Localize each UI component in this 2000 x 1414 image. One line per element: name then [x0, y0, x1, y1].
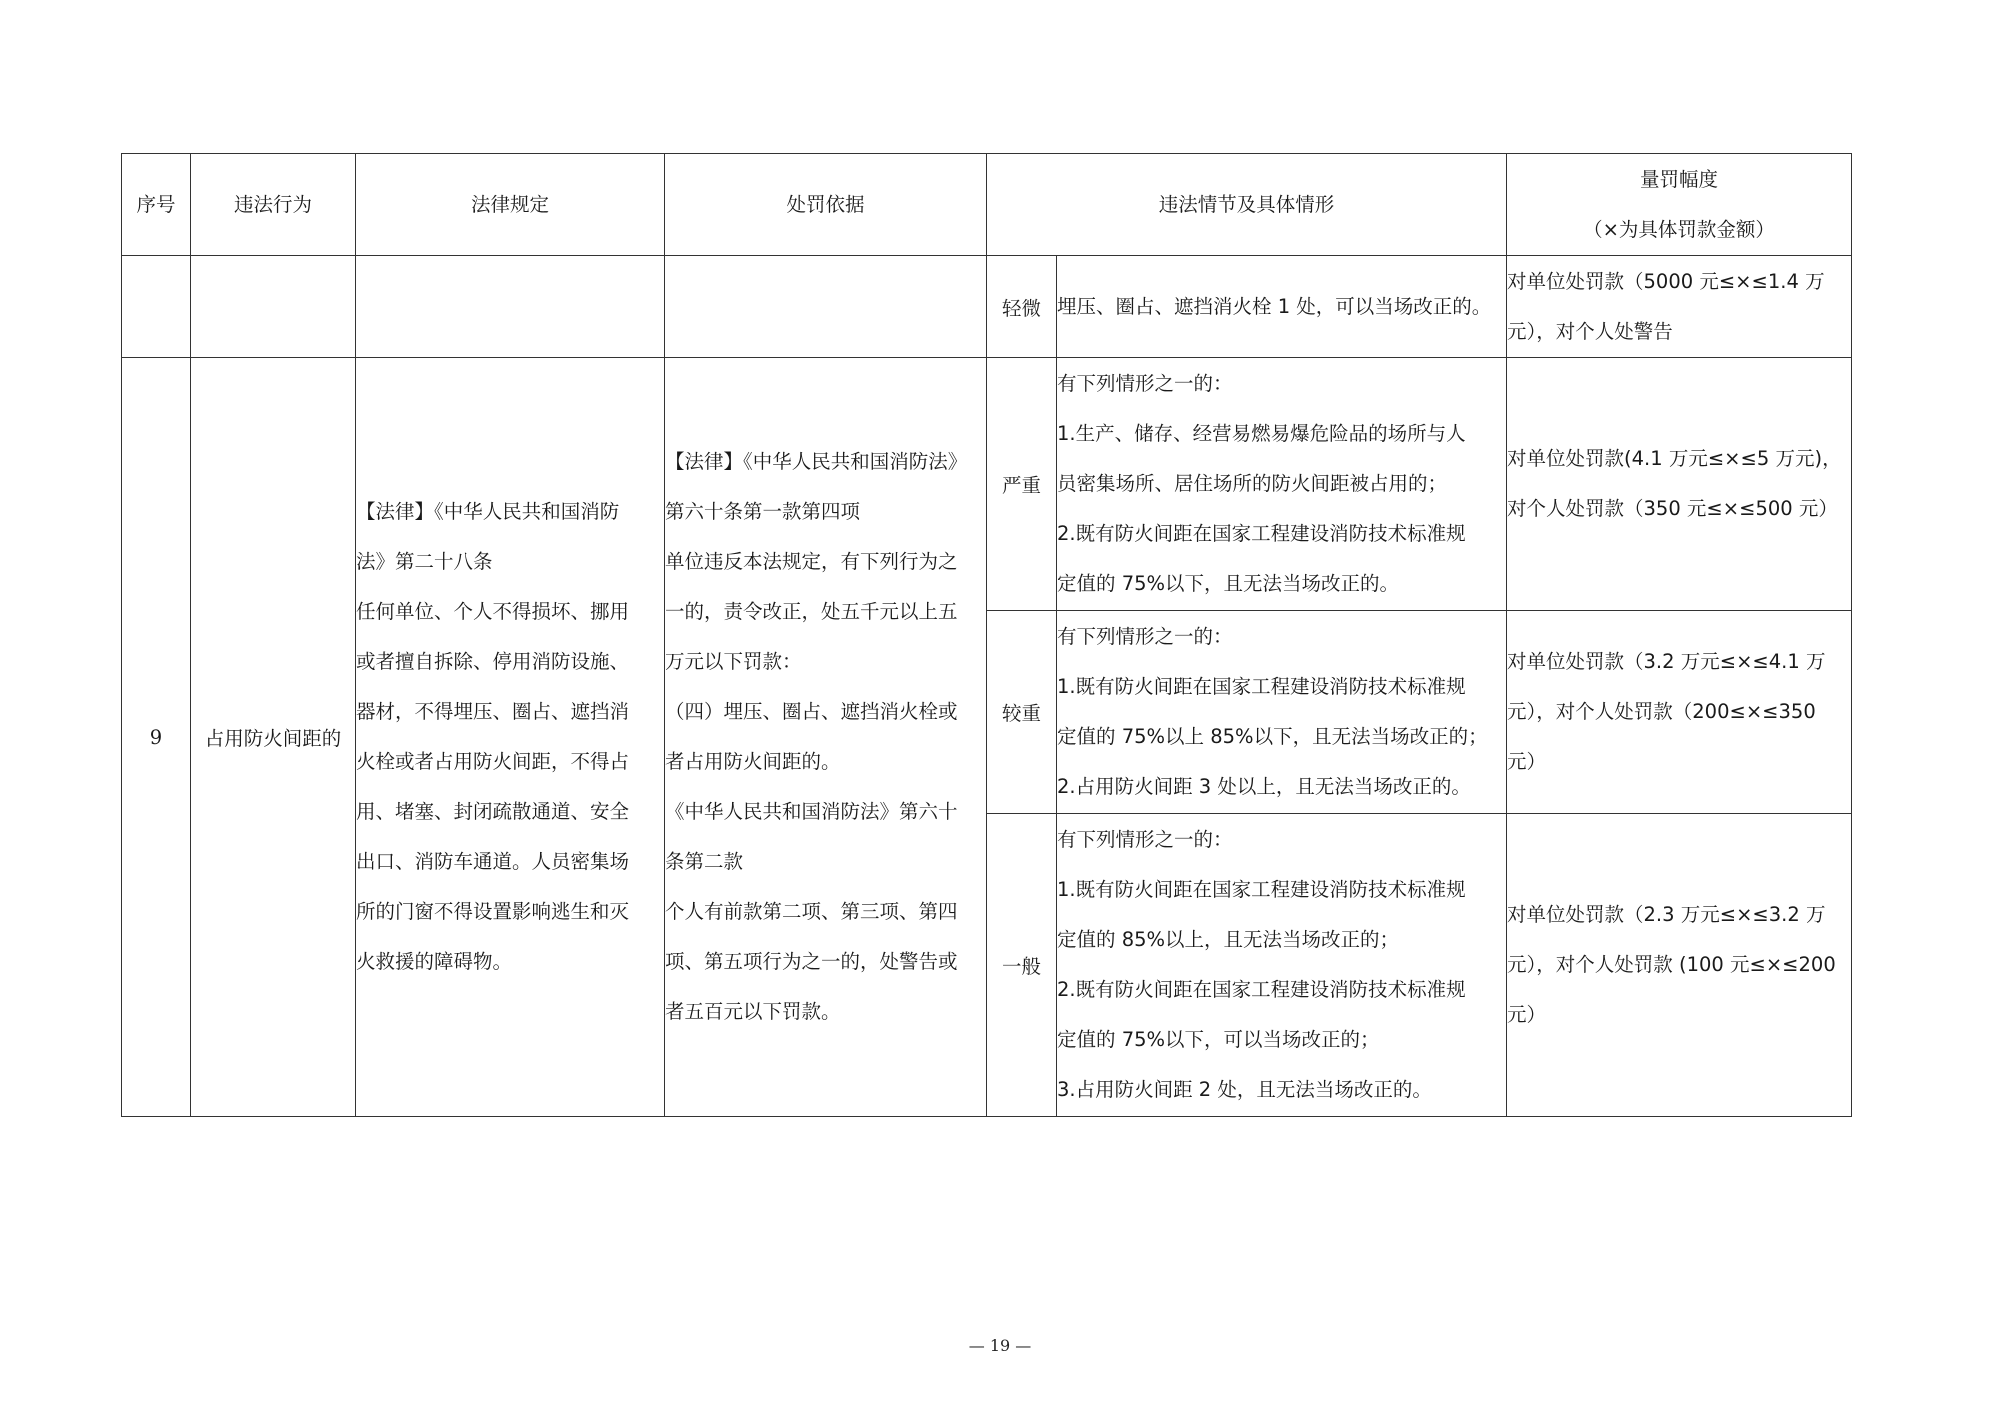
carry-range-line: 元），对个人处警告	[1507, 319, 1673, 343]
law-line: 器材，不得埋压、圈占、遮挡消	[356, 700, 630, 723]
basis-line: （四）埋压、圈占、遮挡消火栓或	[665, 700, 958, 723]
circumstance-line: 有下列情形之一的：	[1057, 828, 1233, 851]
law-line: 法》第二十八条	[356, 550, 493, 573]
range-line: 对单位处罚款（2.3 万元≤×≤3.2 万	[1507, 903, 1826, 926]
range-line: 对单位处罚款(4.1 万元≤×≤5 万元)，	[1507, 447, 1842, 470]
law-line: 火救援的障碍物。	[356, 950, 513, 973]
basis-line: 者占用防火间距的。	[665, 750, 841, 773]
law-line: 火栓或者占用防火间距，不得占	[356, 750, 630, 773]
header-seq: 序号	[122, 154, 191, 256]
law-line: 所的门窗不得设置影响逃生和灭	[356, 900, 630, 923]
table-header-row	[122, 154, 1852, 256]
row9-behavior: 占用防火间距的	[191, 358, 356, 1117]
law-line: 出口、消防车通道。人员密集场	[356, 850, 630, 873]
range-line: 元）	[1507, 1003, 1547, 1026]
header-basis: 处罚依据	[665, 154, 987, 256]
basis-line: 项、第五项行为之一的，处警告或	[665, 950, 958, 973]
basis-line: 单位违反本法规定，有下列行为之	[665, 550, 958, 573]
row9-basis	[665, 358, 987, 1117]
header-circumstance: 违法情节及具体情形	[987, 154, 1507, 256]
carry-basis-cell	[665, 256, 987, 358]
range-line: 对个人处罚款（350 元≤×≤500 元）	[1507, 497, 1838, 520]
header-range-line1: 量罚幅度	[1640, 167, 1719, 191]
carry-range	[1507, 256, 1852, 358]
circumstance-line: 定值的 75%以下，且无法当场改正的。	[1057, 572, 1400, 595]
carry-behavior-cell	[191, 256, 356, 358]
carry-level: 轻微	[987, 256, 1057, 358]
basis-line: 者五百元以下罚款。	[665, 1000, 841, 1023]
circumstance-line: 1.既有防火间距在国家工程建设消防技术标准规	[1057, 878, 1466, 901]
carry-law-cell	[356, 256, 665, 358]
range-line: 元），对个人处罚款（200≤×≤350	[1507, 700, 1816, 723]
circumstance-line: 定值的 75%以上 85%以下，且无法当场改正的；	[1057, 725, 1488, 748]
basis-line: 万元以下罚款：	[665, 650, 802, 673]
header-law: 法律规定	[356, 154, 665, 256]
basis-line: 个人有前款第二项、第三项、第四	[665, 900, 958, 923]
circumstance-line: 2.既有防火间距在国家工程建设消防技术标准规	[1057, 978, 1466, 1001]
circumstance-line: 2.既有防火间距在国家工程建设消防技术标准规	[1057, 522, 1466, 545]
circumstance-line: 有下列情形之一的：	[1057, 372, 1233, 395]
row9-seq: 9	[122, 358, 191, 1117]
basis-line: 第六十条第一款第四项	[665, 500, 861, 523]
circumstance-line: 1.生产、储存、经营易燃易爆危险品的场所与人	[1057, 422, 1466, 445]
carry-seq-cell	[122, 256, 191, 358]
table-row-carryover	[122, 256, 1852, 358]
header-range-line2: （×为具体罚款金额）	[1583, 217, 1775, 241]
range-general	[1507, 814, 1852, 1117]
basis-line: 【法律】《中华人民共和国消防法》	[665, 450, 968, 473]
law-line: 用、堵塞、封闭疏散通道、安全	[356, 800, 630, 823]
circumstance-line: 1.既有防火间距在国家工程建设消防技术标准规	[1057, 675, 1466, 698]
circumstance-line: 定值的 75%以下，可以当场改正的；	[1057, 1028, 1380, 1051]
basis-line: 一的，责令改正，处五千元以上五	[665, 600, 958, 623]
circumstance-line: 2.占用防火间距 3 处以上，且无法当场改正的。	[1057, 775, 1471, 798]
level-general: 一般	[987, 814, 1057, 1117]
header-behavior: 违法行为	[191, 154, 356, 256]
circumstance-line: 3.占用防火间距 2 处，且无法当场改正的。	[1057, 1078, 1432, 1101]
level-serious: 较重	[987, 611, 1057, 814]
range-line: 对单位处罚款（3.2 万元≤×≤4.1 万	[1507, 650, 1826, 673]
circumstance-line: 定值的 85%以上，且无法当场改正的；	[1057, 928, 1400, 951]
carry-circumstance: 埋压、圈占、遮挡消火栓 1 处，可以当场改正的。	[1057, 256, 1507, 358]
circumstance-severe	[1057, 358, 1507, 611]
circumstance-line: 有下列情形之一的：	[1057, 625, 1233, 648]
table-row-9-severe	[122, 358, 1852, 611]
circumstance-line: 员密集场所、居住场所的防火间距被占用的；	[1057, 472, 1448, 495]
law-line: 或者擅自拆除、停用消防设施、	[356, 650, 630, 673]
basis-line: 条第二款	[665, 850, 744, 873]
header-range	[1507, 154, 1852, 256]
range-serious	[1507, 611, 1852, 814]
circumstance-general	[1057, 814, 1507, 1117]
row9-law	[356, 358, 665, 1117]
law-line: 【法律】《中华人民共和国消防	[356, 500, 620, 523]
carry-range-line: 对单位处罚款（5000 元≤×≤1.4 万	[1507, 269, 1825, 293]
circumstance-serious	[1057, 611, 1507, 814]
range-severe	[1507, 358, 1852, 611]
penalty-table	[121, 153, 1852, 1117]
level-severe: 严重	[987, 358, 1057, 611]
range-line: 元），对个人处罚款 (100 元≤×≤200	[1507, 953, 1836, 976]
range-line: 元）	[1507, 750, 1547, 773]
basis-line: 《中华人民共和国消防法》第六十	[665, 800, 958, 823]
law-line: 任何单位、个人不得损坏、挪用	[356, 600, 630, 623]
page-number: — 19 —	[968, 1336, 1032, 1355]
